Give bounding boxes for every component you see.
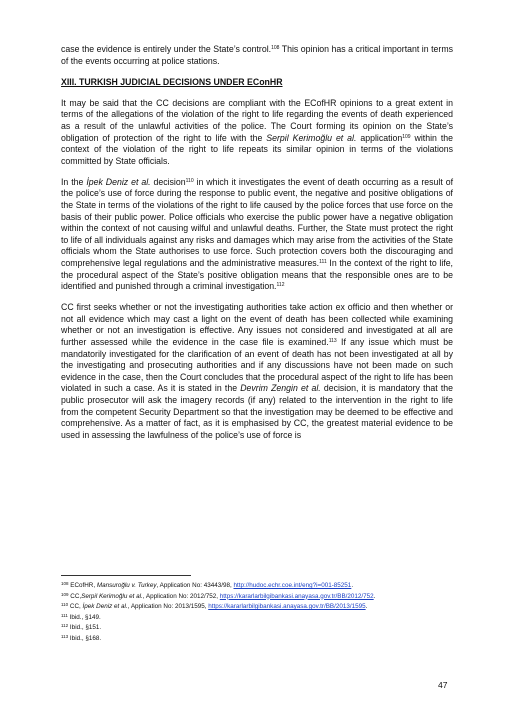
footnote-109 bbox=[61, 593, 453, 602]
paragraph-investigation bbox=[61, 302, 453, 441]
text-run: Ibid., §168. bbox=[68, 634, 102, 642]
text-run: CC, bbox=[68, 603, 83, 610]
footnote-111 bbox=[61, 614, 453, 623]
footnote-link[interactable]: https://kararlarbilgibankasi.anayasa.gov.tr/BB/2013/1595 bbox=[208, 603, 366, 610]
text-run: , Application No: 43443/98, bbox=[156, 582, 234, 589]
text-run: In the context of the right to life, the procedural aspect of the State’s positive obligation means that the responsible ones are to be identified and punished through a criminal investigation. bbox=[61, 258, 453, 292]
text-run: . bbox=[351, 582, 354, 589]
text-run: CC, bbox=[68, 592, 82, 600]
footnote-number: 110 bbox=[61, 602, 69, 607]
paragraph-intro bbox=[61, 44, 453, 67]
case-name: Devrim Zengin et al. bbox=[240, 383, 321, 394]
footnote-110 bbox=[61, 603, 453, 612]
paragraph-compliance bbox=[61, 98, 453, 168]
page-number: 47 bbox=[438, 680, 448, 690]
text-run: . bbox=[373, 592, 376, 600]
case-name: İpek Deniz et al. bbox=[86, 176, 151, 187]
case-name: Serpil Kerimoğlu et al. bbox=[81, 592, 143, 600]
text-run: ECofHR, bbox=[68, 582, 97, 589]
text-run: , Application No: 2013/1595, bbox=[127, 603, 209, 610]
footnote-number: 113 bbox=[61, 633, 69, 639]
footnote-113 bbox=[61, 635, 453, 644]
footnote-divider bbox=[61, 575, 191, 576]
section-heading: XIII. TURKISH JUDICIAL DECISIONS UNDER EConHR bbox=[61, 76, 283, 87]
footnote-number: 108 bbox=[61, 581, 69, 586]
text-run: It may be said that the CC decisions are compliant with the ECofHR opinions to a great extent in terms of the allegations of the violation of the right to life regarding the events of death experienced as a result of the unlawful activities of the police. The Court forming its opinion on the State’s obligation of protection of the right to life with the bbox=[61, 97, 453, 143]
footnote-ref-113[interactable]: 113 bbox=[328, 338, 337, 345]
footnote-link[interactable]: https://kararlarbilgibankasi.anayasa.gov.tr/BB/2012/752 bbox=[219, 592, 374, 600]
footnote-number: 111 bbox=[61, 612, 68, 618]
footnotes bbox=[61, 575, 453, 645]
text-run: . bbox=[365, 603, 368, 610]
body-text bbox=[61, 44, 453, 451]
paragraph-ipek-deniz bbox=[61, 177, 453, 293]
text-run: , Application No: 2012/752, bbox=[142, 592, 220, 600]
text-run: This opinion has a critical important in terms of the events occurring at police stations. bbox=[61, 44, 453, 66]
footnote-112 bbox=[61, 624, 453, 633]
footnote-number: 109 bbox=[61, 591, 69, 597]
footnote-number: 112 bbox=[61, 623, 69, 628]
footnote-ref-108[interactable]: 108 bbox=[271, 45, 280, 51]
case-name: Mansuroğlu v. Turkey bbox=[96, 582, 157, 589]
text-run: If any issue which must be mandatorily investigated for the clarification of an event of death has not been investigated at all by the investigating and prosecuting authorities and if any discussions have not been made on such evidence in the case, then the Court concludes that the procedural aspect of the right to life has been violated in such a case. As it is stated in the bbox=[61, 337, 453, 394]
text-run: decision, it is mandatory that the public prosecutor will ask the imagery records (if any) related to the intervention in the right to life from the competent Security Department so that the investigation may be deemed to be effective and comprehensive. As a matter of fact, as it is emphasised by CC, the greatest material evidence to be used in assessing the lawfulness of the police’s use of force is bbox=[61, 383, 453, 440]
text-run: Ibid., §149. bbox=[67, 613, 101, 621]
footnote-ref-109[interactable]: 109 bbox=[402, 133, 411, 140]
footnote-ref-110[interactable]: 110 bbox=[185, 177, 194, 184]
footnote-108 bbox=[61, 582, 453, 591]
text-run: case the evidence is entirely under the State’s control. bbox=[61, 44, 272, 54]
text-run: In the bbox=[61, 176, 87, 187]
text-run: decision bbox=[150, 176, 186, 187]
footnote-ref-112[interactable]: 112 bbox=[276, 282, 285, 289]
text-run: application bbox=[356, 132, 403, 143]
footnote-ref-111[interactable]: 111 bbox=[319, 259, 327, 265]
text-run: CC first seeks whether or not the investigating authorities take action ex officio and then whether or not all evidence which may cast a light on the event of death has been collected while examining whether or not an investigation is effective. Any issues not considered and investigated at all are further assessed while the evidence in the case file is examined. bbox=[61, 302, 453, 348]
case-name: İpek Deniz et al. bbox=[82, 603, 128, 610]
text-run: within the context of the violation of the right to life repeats its similar opinion in terms of the violations committed by State officials. bbox=[61, 132, 453, 166]
case-name: Serpil Kerimoğlu et al. bbox=[266, 132, 357, 143]
text-run: Ibid., §151. bbox=[68, 624, 102, 631]
footnote-link[interactable]: http://hudoc.echr.coe.int/eng?i=001-85251 bbox=[233, 582, 352, 589]
text-run: in which it investigates the event of death occurring as a result of the police’s use of force during the response to public event, the negative and positive obligations of the State in terms of the violations of the right to life caused by the police forces that use force on the basis of their public power. Police officials who exercise the public power have a negative obligation within the context of not causing wilful and unlawful deaths. Further, the State must protect the right to life of all individuals against any risks and damages which may arise from the activities of the State officials whom the State authorises to use force. Such protection covers both the discouraging and comprehensive legal regulations and the administrative measures. bbox=[61, 176, 454, 268]
